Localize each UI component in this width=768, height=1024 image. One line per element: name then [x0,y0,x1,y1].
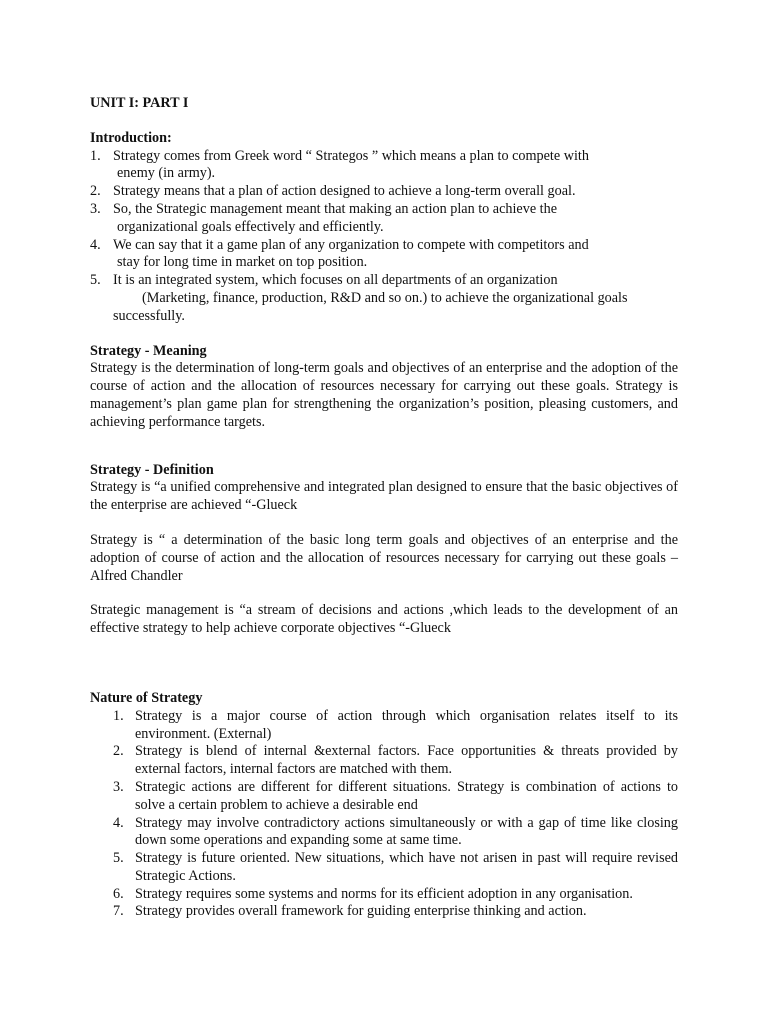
definition-heading: Strategy - Definition [90,461,214,478]
list-item-number: 5. [90,272,101,289]
list-item [90,708,678,744]
list-item-number: 1. [90,147,101,164]
list-item-number: 5. [113,850,124,867]
list-item-number: 2. [113,743,124,760]
introduction-heading: Introduction: [90,129,172,146]
list-item [90,183,678,201]
list-item-text: Strategy is blend of internal &external factors. Face opportunities & threats provided by external factors, internal factors are matched with them. [135,743,678,778]
list-item [90,779,678,815]
list-item-continuation: stay for long time in market on top position. [117,254,368,271]
list-item-continuation: enemy (in army). [117,165,216,182]
list-item [90,850,678,886]
definition-paragraph: Strategy is “a unified comprehensive and integrated plan designed to ensure that the basic objectives of the enterprise are achieved “-Glueck [90,479,678,514]
list-item-number: 1. [113,707,124,724]
list-item-continuation: successfully. [113,307,185,324]
list-item [90,903,678,921]
list-item [90,886,678,904]
definition-paragraph: Strategic management is “a stream of decisions and actions ,which leads to the development of an effective strategy to help achieve corporate objectives “-Glueck [90,602,678,637]
introduction-list [90,148,678,326]
nature-list [90,708,678,922]
document-title: UNIT I: PART I [90,95,189,111]
list-item-number: 7. [113,903,124,920]
list-item-text: We can say that it a game plan of any organization to compete with competitors and [113,236,589,253]
document-page [90,95,678,921]
list-item [90,272,678,325]
list-item [90,148,678,184]
meaning-heading: Strategy - Meaning [90,342,207,359]
definition-paragraph: Strategy is “ a determination of the basic long term goals and objectives of an enterprise and the adoption of course of action and the allocation of resources necessary for carrying out these goals – Alfred Chandler [90,531,678,584]
list-item-number: 4. [113,814,124,831]
list-item-number: 6. [113,885,124,902]
list-item [90,815,678,851]
list-item-text: Strategy requires some systems and norms for its efficient adoption in any organisation. [135,885,633,902]
list-item-number: 4. [90,236,101,253]
list-item-number: 2. [90,183,101,200]
list-item-text: Strategy means that a plan of action designed to achieve a long-term overall goal. [113,183,576,200]
list-item-continuation: organizational goals effectively and efficiently. [117,218,384,235]
list-item-number: 3. [90,200,101,217]
meaning-paragraph: Strategy is the determination of long-term goals and objectives of an enterprise and the adoption of the course of action and the allocation of resources necessary for carrying out these goals. Strategy is management’s plan game plan for strengthening the organization’s position, pleasing customers, and achieving performance targets. [90,360,678,430]
list-item-text: Strategy is future oriented. New situations, which have not arisen in past will require revised Strategic Actions. [135,850,678,884]
list-item-text: Strategic actions are different for different situations. Strategy is combination of actions to solve a certain problem to achieve a desirable end [135,778,678,813]
list-item [90,201,678,237]
list-item-text: So, the Strategic management meant that making an action plan to achieve the [113,200,557,217]
list-item-text: Strategy provides overall framework for guiding enterprise thinking and action. [135,903,587,920]
list-item-continuation: (Marketing, finance, production, R&D and so on.) to achieve the organizational goals [142,289,628,306]
list-item-text: Strategy comes from Greek word “ Strategos ” which means a plan to compete with [113,147,589,164]
list-item [90,743,678,779]
list-item-number: 3. [113,778,124,795]
list-item-text: It is an integrated system, which focuses on all departments of an organization [113,272,558,289]
nature-heading: Nature of Strategy [90,689,203,706]
list-item-text: Strategy may involve contradictory actions simultaneously or with a gap of time like closing down some operations and expanding some at same time. [135,814,678,849]
list-item [90,237,678,273]
list-item-text: Strategy is a major course of action through which organisation relates itself to its environment. (External) [135,707,678,742]
